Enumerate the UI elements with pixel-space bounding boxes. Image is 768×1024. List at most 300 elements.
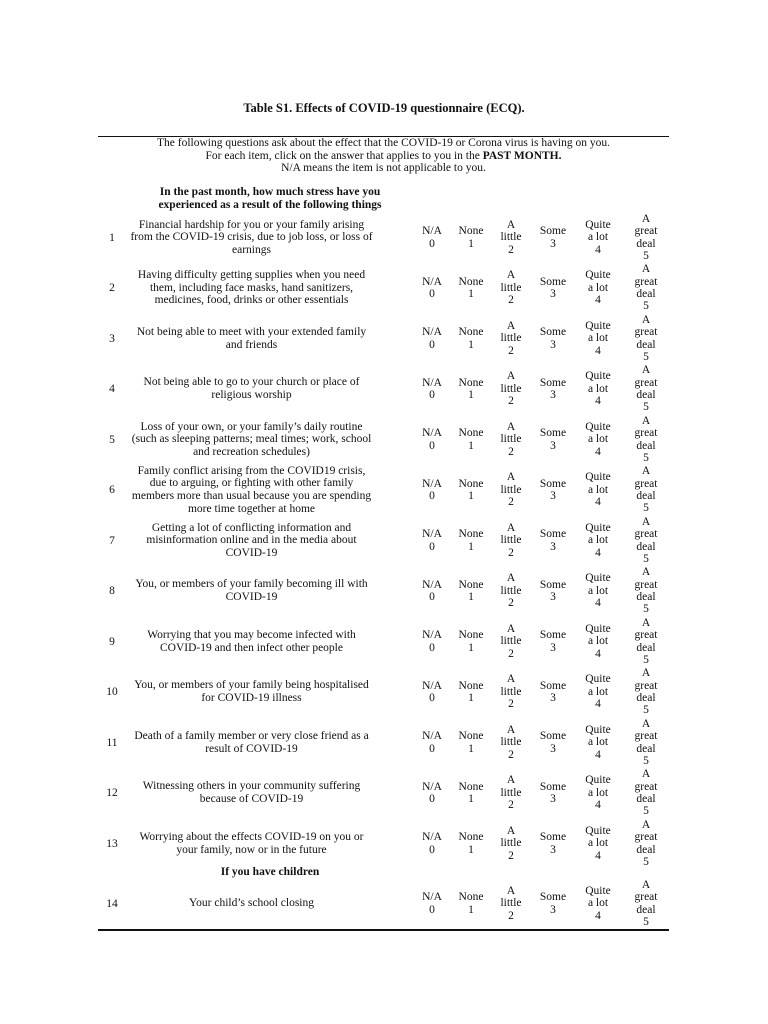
answer-option-value: 2	[508, 546, 514, 559]
answer-option-2[interactable]	[496, 212, 526, 263]
answer-option-label: None	[458, 679, 484, 692]
answer-option-value: 2	[508, 698, 514, 711]
answer-option-label: A little	[500, 622, 522, 648]
answer-option-label: Some	[539, 225, 567, 238]
question-row	[98, 566, 669, 617]
answer-option-value: 3	[550, 288, 556, 300]
question-text-label: Worrying about the effects COVID-19 on you or your family, now or in the future	[139, 830, 364, 856]
answer-option-value: 3	[550, 843, 556, 856]
question-row	[98, 263, 669, 314]
answer-option-label: A great deal	[634, 212, 658, 250]
answer-option-label: None	[458, 578, 484, 591]
answer-option-label: A little	[500, 521, 522, 547]
question-text-label: Not being able to meet with your extended family and friends	[136, 325, 367, 351]
question-number: 8	[109, 585, 115, 597]
answer-option-label: Quite a lot	[585, 824, 611, 850]
question-text-label: You, or members of your family being hospitalised for COVID-19 illness	[134, 679, 369, 704]
answer-option-0[interactable]	[416, 212, 448, 263]
answer-option-label: A great deal	[634, 616, 658, 654]
answer-option-value: 3	[550, 903, 556, 916]
question-row	[98, 465, 669, 516]
question-text	[130, 717, 373, 768]
answer-option-value: 5	[643, 915, 649, 928]
answer-option-label: Some	[539, 831, 567, 844]
answer-option-label: None	[458, 831, 484, 844]
answer-option-3[interactable]	[534, 878, 572, 929]
answer-option-label: A little	[500, 269, 522, 294]
question-row	[98, 768, 669, 819]
answer-option-label: A great deal	[634, 768, 658, 805]
answer-option-label: N/A	[422, 326, 442, 339]
answer-option-label: A little	[500, 218, 522, 244]
question-row	[98, 667, 669, 718]
question-text	[130, 878, 373, 929]
answer-option-2[interactable]	[496, 818, 526, 869]
answer-option-label: N/A	[422, 780, 442, 793]
answer-option-value: 0	[429, 439, 435, 452]
answer-option-value: 5	[643, 552, 649, 565]
question-number: 1	[109, 231, 115, 244]
table-title: Table S1. Effects of COVID-19 questionnaire (ECQ).	[243, 101, 525, 115]
answer-option-label: Quite a lot	[585, 673, 611, 698]
answer-option-label: Some	[539, 679, 567, 692]
answer-option-value: 3	[550, 540, 556, 553]
answer-option-value: 1	[468, 288, 474, 300]
question-text	[130, 566, 373, 617]
answer-option-label: Some	[539, 275, 567, 288]
answer-option-1[interactable]	[454, 717, 488, 768]
answer-option-0[interactable]	[416, 878, 448, 929]
instructions-line-2-text: For each item, click on the answer that applies to you in the	[205, 149, 480, 162]
answer-option-value: 5	[643, 754, 649, 767]
answer-option-value: 1	[468, 692, 474, 704]
answer-option-value: 0	[429, 692, 435, 704]
answer-option-4[interactable]	[578, 616, 618, 667]
answer-option-value: 3	[550, 338, 556, 351]
answer-option-value: 0	[429, 641, 435, 654]
answer-option-2[interactable]	[496, 515, 526, 566]
question-text-label: You, or members of your family becoming ill with COVID-19	[135, 578, 368, 603]
answer-option-value: 2	[508, 799, 514, 812]
answer-option-3[interactable]	[534, 768, 572, 819]
answer-option-value: 2	[508, 748, 514, 761]
question-row	[98, 414, 669, 465]
answer-option-0[interactable]	[416, 414, 448, 465]
answer-option-value: 1	[468, 843, 474, 856]
answer-option-label: A little	[500, 572, 522, 597]
answer-option-0[interactable]	[416, 768, 448, 819]
answer-option-3[interactable]	[534, 414, 572, 465]
question-text	[130, 768, 373, 819]
answer-option-label: A great deal	[634, 878, 658, 916]
answer-option-value: 4	[595, 597, 601, 610]
answer-option-label: None	[458, 275, 484, 288]
answer-option-2[interactable]	[496, 364, 526, 415]
answer-option-label: Quite a lot	[585, 884, 611, 910]
answer-option-value: 0	[429, 389, 435, 401]
answer-option-value: 2	[508, 849, 514, 862]
answer-option-3[interactable]	[534, 616, 572, 667]
question-number: 3	[109, 332, 115, 345]
answer-option-value: 4	[595, 647, 601, 660]
answer-option-label: A great deal	[634, 263, 658, 300]
answer-option-1[interactable]	[454, 414, 488, 465]
answer-option-value: 2	[508, 243, 514, 256]
instructions	[98, 137, 669, 175]
answer-option-3[interactable]	[534, 717, 572, 768]
answer-option-label: None	[458, 477, 484, 490]
answer-option-label: Quite a lot	[585, 319, 611, 345]
question-text-label: Death of a family member or very close friend as a result of COVID-19	[134, 729, 369, 755]
answer-option-4[interactable]	[578, 465, 618, 516]
answer-option-value: 5	[643, 855, 649, 868]
question-text-label: Having difficulty getting supplies when you need them, including face masks, hand sanitizers, medicines, food, drinks or other essentials	[137, 269, 366, 307]
answer-option-3[interactable]	[534, 818, 572, 869]
answer-option-value: 1	[468, 338, 474, 351]
question-number: 12	[106, 787, 118, 799]
answer-option-value: 3	[550, 389, 556, 401]
answer-option-2[interactable]	[496, 566, 526, 617]
answer-option-label: N/A	[422, 477, 442, 490]
answer-option-value: 3	[550, 692, 556, 704]
answer-option-value: 1	[468, 490, 474, 502]
answer-option-value: 2	[508, 445, 514, 458]
answer-option-1[interactable]	[454, 465, 488, 516]
answer-option-value: 5	[643, 603, 649, 616]
section-heading-children: If you have children	[220, 866, 320, 878]
answer-option-3[interactable]	[534, 263, 572, 314]
question-row	[98, 818, 669, 869]
answer-option-label: A little	[500, 319, 522, 345]
question-text	[130, 465, 373, 516]
question-text-label: Worrying that you may become infected with COVID-19 and then infect other people	[147, 628, 356, 654]
answer-option-0[interactable]	[416, 515, 448, 566]
answer-option-3[interactable]	[534, 313, 572, 364]
answer-option-label: Quite a lot	[585, 622, 611, 648]
answer-option-label: N/A	[422, 427, 442, 440]
answer-option-3[interactable]	[534, 667, 572, 718]
question-text	[130, 313, 373, 364]
answer-option-value: 2	[508, 647, 514, 660]
answer-option-3[interactable]	[534, 566, 572, 617]
question-text	[130, 263, 373, 314]
answer-option-4[interactable]	[578, 313, 618, 364]
answer-option-5[interactable]	[626, 717, 666, 768]
answer-option-1[interactable]	[454, 768, 488, 819]
answer-option-label: None	[458, 427, 484, 440]
answer-option-label: Some	[539, 376, 567, 389]
section-heading-stress: In the past month, how much stress have you experienced as a result of the following things	[158, 186, 382, 211]
question-row	[98, 515, 669, 566]
answer-option-value: 0	[429, 540, 435, 553]
answer-option-value: 0	[429, 843, 435, 856]
answer-option-value: 4	[595, 909, 601, 922]
question-number: 10	[106, 686, 118, 698]
answer-option-1[interactable]	[454, 616, 488, 667]
answer-option-3[interactable]	[534, 364, 572, 415]
answer-option-2[interactable]	[496, 717, 526, 768]
answer-option-3[interactable]	[534, 515, 572, 566]
answer-option-value: 5	[643, 704, 649, 717]
answer-option-value: 3	[550, 591, 556, 603]
answer-option-2[interactable]	[496, 768, 526, 819]
answer-option-5[interactable]	[626, 566, 666, 617]
answer-option-0[interactable]	[416, 566, 448, 617]
answer-option-label: A little	[500, 420, 522, 446]
answer-option-label: None	[458, 376, 484, 389]
answer-option-label: A little	[500, 723, 522, 749]
answer-option-2[interactable]	[496, 616, 526, 667]
answer-option-2[interactable]	[496, 465, 526, 516]
answer-option-4[interactable]	[578, 818, 618, 869]
answer-option-label: Some	[539, 528, 567, 541]
answer-option-5[interactable]	[626, 263, 666, 314]
answer-option-value: 0	[429, 591, 435, 603]
question-number: 2	[109, 282, 115, 294]
answer-option-1[interactable]	[454, 313, 488, 364]
answer-option-label: A little	[500, 673, 522, 698]
answer-option-0[interactable]	[416, 818, 448, 869]
answer-option-value: 3	[550, 742, 556, 755]
answer-option-value: 5	[643, 249, 649, 262]
answer-option-label: A little	[500, 824, 522, 850]
answer-option-label: None	[458, 225, 484, 238]
question-text	[130, 818, 373, 869]
answer-option-label: A great deal	[634, 465, 658, 502]
answer-option-label: Some	[539, 780, 567, 793]
answer-option-value: 1	[468, 540, 474, 553]
answer-option-value: 4	[595, 546, 601, 559]
answer-option-label: Some	[539, 891, 567, 904]
answer-option-label: A little	[500, 774, 522, 799]
question-text	[130, 616, 373, 667]
answer-option-0[interactable]	[416, 263, 448, 314]
answer-option-value: 1	[468, 641, 474, 654]
answer-option-value: 0	[429, 903, 435, 916]
answer-option-label: N/A	[422, 376, 442, 389]
answer-option-value: 2	[508, 909, 514, 922]
answer-option-label: A great deal	[634, 515, 658, 553]
answer-option-2[interactable]	[496, 878, 526, 929]
question-row	[98, 878, 669, 929]
answer-option-value: 0	[429, 288, 435, 300]
answer-option-1[interactable]	[454, 878, 488, 929]
answer-option-value: 4	[595, 748, 601, 761]
answer-option-value: 0	[429, 793, 435, 805]
answer-option-label: A great deal	[634, 818, 658, 856]
answer-option-0[interactable]	[416, 364, 448, 415]
answer-option-4[interactable]	[578, 414, 618, 465]
question-text-label: Family conflict arising from the COVID19 crisis, due to arguing, or fighting with other family members more than usual because you are spending more time together at home	[131, 464, 372, 515]
answer-option-value: 1	[468, 903, 474, 916]
answer-option-label: Some	[539, 326, 567, 339]
answer-option-label: A great deal	[634, 717, 658, 755]
answer-option-value: 4	[595, 344, 601, 357]
answer-option-4[interactable]	[578, 364, 618, 415]
answer-option-3[interactable]	[534, 212, 572, 263]
answer-option-value: 0	[429, 742, 435, 755]
answer-option-4[interactable]	[578, 768, 618, 819]
question-number: 6	[109, 484, 115, 496]
answer-option-value: 4	[595, 849, 601, 862]
question-row	[98, 616, 669, 667]
answer-option-label: None	[458, 891, 484, 904]
answer-option-1[interactable]	[454, 212, 488, 263]
answer-option-value: 0	[429, 338, 435, 351]
answer-option-5[interactable]	[626, 818, 666, 869]
answer-option-value: 5	[643, 401, 649, 414]
answer-option-label: A little	[500, 471, 522, 496]
answer-option-5[interactable]	[626, 616, 666, 667]
answer-option-5[interactable]	[626, 212, 666, 263]
answer-option-label: N/A	[422, 679, 442, 692]
answer-option-value: 0	[429, 237, 435, 250]
answer-option-label: N/A	[422, 629, 442, 642]
answer-option-4[interactable]	[578, 878, 618, 929]
instructions-line-3: N/A means the item is not applicable to you.	[281, 162, 486, 175]
instructions-line-2	[98, 150, 669, 163]
question-text	[130, 212, 373, 263]
answer-option-0[interactable]	[416, 717, 448, 768]
answer-option-label: None	[458, 528, 484, 541]
question-text-label: Getting a lot of conflicting information and misinformation online and in the media about COVID-19	[146, 521, 357, 559]
answer-option-0[interactable]	[416, 313, 448, 364]
question-text-label: Your child’s school closing	[188, 897, 315, 910]
answer-option-4[interactable]	[578, 212, 618, 263]
answer-option-label: N/A	[422, 730, 442, 743]
answer-option-label: None	[458, 326, 484, 339]
answer-option-4[interactable]	[578, 515, 618, 566]
answer-option-1[interactable]	[454, 263, 488, 314]
answer-option-1[interactable]	[454, 566, 488, 617]
answer-option-value: 4	[595, 395, 601, 408]
answer-option-label: Some	[539, 629, 567, 642]
question-text	[130, 364, 373, 415]
answer-option-5[interactable]	[626, 313, 666, 364]
question-text	[130, 515, 373, 566]
answer-option-label: Quite a lot	[585, 521, 611, 547]
answer-option-label: A little	[500, 370, 522, 395]
answer-option-1[interactable]	[454, 667, 488, 718]
question-row	[98, 313, 669, 364]
question-number: 11	[106, 736, 118, 749]
bottom-rule	[98, 929, 669, 931]
answer-option-value: 1	[468, 389, 474, 401]
answer-option-label: Quite a lot	[585, 269, 611, 294]
answer-option-label: Some	[539, 427, 567, 440]
answer-option-0[interactable]	[416, 465, 448, 516]
answer-option-label: None	[458, 629, 484, 642]
answer-option-0[interactable]	[416, 667, 448, 718]
answer-option-value: 1	[468, 439, 474, 452]
answer-option-4[interactable]	[578, 667, 618, 718]
answer-option-1[interactable]	[454, 515, 488, 566]
answer-option-value: 3	[550, 490, 556, 502]
answer-option-5[interactable]	[626, 768, 666, 819]
answer-option-3[interactable]	[534, 465, 572, 516]
answer-option-label: Quite a lot	[585, 774, 611, 799]
answer-option-value: 5	[643, 502, 649, 515]
answer-option-label: Quite a lot	[585, 370, 611, 395]
answer-option-value: 1	[468, 793, 474, 805]
answer-option-1[interactable]	[454, 364, 488, 415]
question-number: 4	[109, 383, 115, 395]
answer-option-label: Quite a lot	[585, 723, 611, 749]
answer-option-2[interactable]	[496, 667, 526, 718]
answer-option-value: 3	[550, 793, 556, 805]
question-text-label: Witnessing others in your community suffering because of COVID-19	[142, 780, 361, 805]
answer-option-value: 4	[595, 294, 601, 307]
answer-option-label: A great deal	[634, 313, 658, 351]
answer-option-value: 3	[550, 237, 556, 250]
question-text-label: Loss of your own, or your family’s daily routine (such as sleeping patterns; meal times; work, school and recreation schedules)	[131, 420, 372, 458]
answer-option-label: A little	[500, 884, 522, 910]
answer-option-label: Quite a lot	[585, 471, 611, 496]
answer-option-0[interactable]	[416, 616, 448, 667]
answer-option-value: 2	[508, 395, 514, 408]
answer-option-value: 4	[595, 799, 601, 812]
answer-option-value: 2	[508, 294, 514, 307]
answer-option-value: 5	[643, 805, 649, 818]
answer-option-5[interactable]	[626, 667, 666, 718]
answer-option-4[interactable]	[578, 566, 618, 617]
answer-option-2[interactable]	[496, 414, 526, 465]
answer-option-value: 1	[468, 237, 474, 250]
answer-option-label: N/A	[422, 528, 442, 541]
answer-option-label: Some	[539, 730, 567, 743]
answer-option-value: 4	[595, 496, 601, 509]
answer-option-label: N/A	[422, 275, 442, 288]
answer-option-value: 5	[643, 300, 649, 313]
answer-option-value: 5	[643, 451, 649, 464]
question-text	[130, 414, 373, 465]
answer-option-5[interactable]	[626, 465, 666, 516]
answer-option-value: 1	[468, 742, 474, 755]
answer-option-label: A great deal	[634, 414, 658, 452]
answer-option-value: 3	[550, 641, 556, 654]
answer-option-value: 0	[429, 490, 435, 502]
instructions-past-month: PAST MONTH.	[482, 149, 562, 162]
answer-option-label: Quite a lot	[585, 218, 611, 244]
question-text-label: Not being able to go to your church or place of religious worship	[143, 376, 360, 401]
answer-option-label: Some	[539, 477, 567, 490]
answer-option-value: 1	[468, 591, 474, 603]
answer-option-5[interactable]	[626, 364, 666, 415]
answer-option-2[interactable]	[496, 263, 526, 314]
answer-option-4[interactable]	[578, 263, 618, 314]
answer-option-value: 2	[508, 344, 514, 357]
answer-option-5[interactable]	[626, 414, 666, 465]
answer-option-label: N/A	[422, 225, 442, 238]
answer-option-value: 4	[595, 698, 601, 711]
answer-option-2[interactable]	[496, 313, 526, 364]
answer-option-label: None	[458, 730, 484, 743]
question-number: 14	[106, 897, 118, 910]
answer-option-label: None	[458, 780, 484, 793]
answer-option-5[interactable]	[626, 515, 666, 566]
answer-option-value: 5	[643, 653, 649, 666]
answer-option-5[interactable]	[626, 878, 666, 929]
answer-option-4[interactable]	[578, 717, 618, 768]
question-text-label: Financial hardship for you or your family arising from the COVID-19 crisis, due to job loss, or loss of earnings	[130, 218, 373, 256]
answer-option-label: N/A	[422, 831, 442, 844]
answer-option-value: 2	[508, 496, 514, 509]
answer-option-label: A great deal	[634, 566, 658, 603]
answer-option-1[interactable]	[454, 818, 488, 869]
answer-option-value: 5	[643, 350, 649, 363]
question-number: 7	[109, 534, 115, 547]
question-number: 5	[109, 433, 115, 446]
